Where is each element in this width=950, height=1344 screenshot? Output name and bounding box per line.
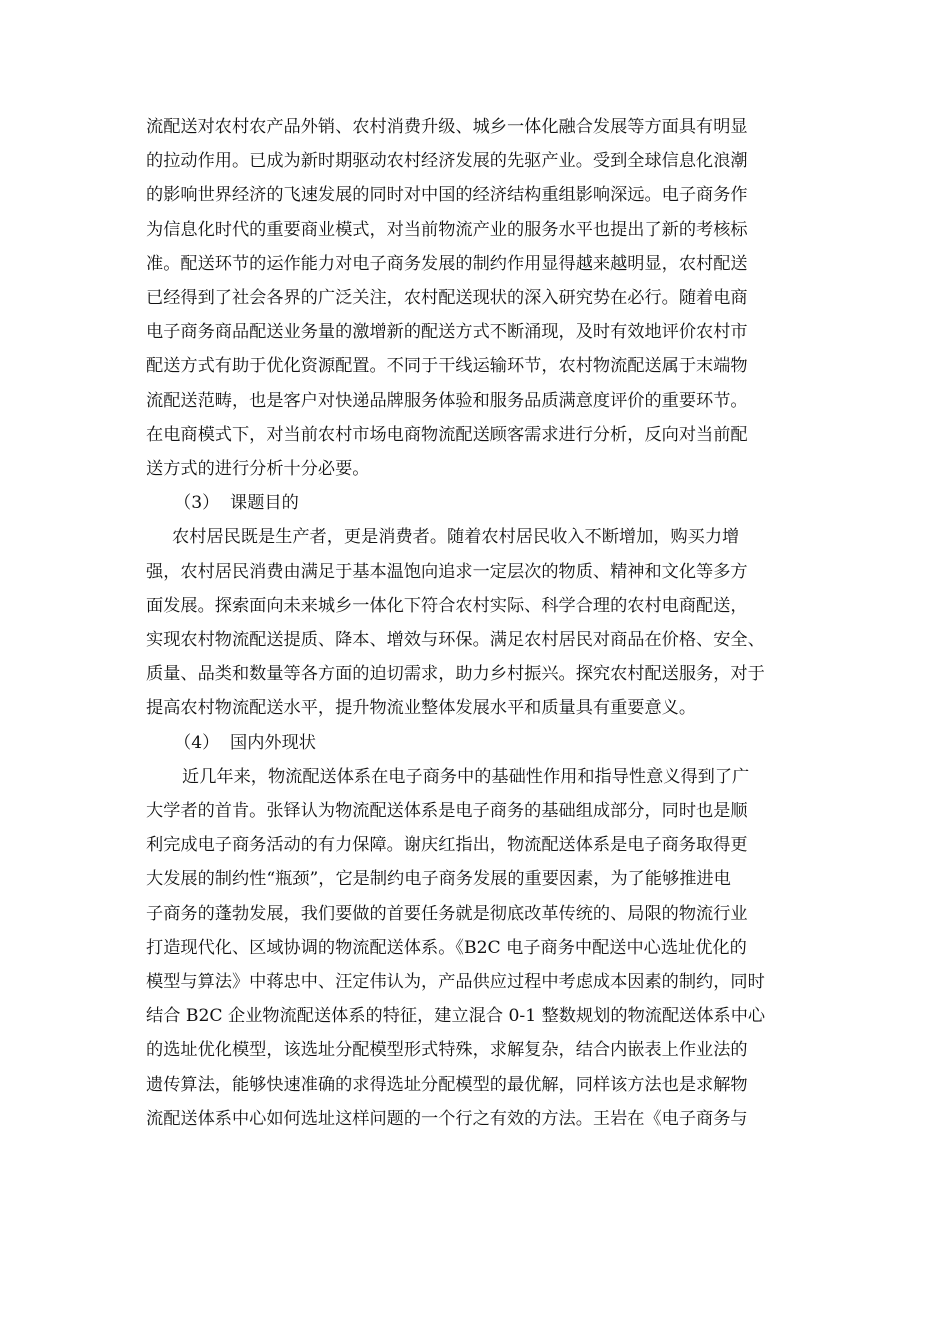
text-line: 提高农村物流配送水平，提升物流业整体发展水平和质量具有重要意义。 [146, 698, 697, 719]
text-line: 的选址优化模型，该选址分配模型形式特殊，求解复杂，结合内嵌表上作业法的 [146, 1040, 748, 1061]
text-line: 准。配送环节的运作能力对电子商务发展的制约作用显得越来越明显，农村配送 [146, 253, 748, 274]
text-line: 近几年来，物流配送体系在电子商务中的基础性作用和指导性意义得到了广 [182, 766, 750, 787]
text-line: 流配送范畴，也是客户对快递品牌服务体验和服务品质满意度评价的重要环节。 [146, 390, 748, 411]
text-line: 大发展的制约性“瓶颈”，它是制约电子商务发展的重要因素，为了能够推进电 [146, 869, 731, 890]
text-line: 打造现代化、区域协调的物流配送体系。《B2C 电子商务中配送中心选址优化的 [146, 937, 747, 958]
text-line: 流配送对农村农产品外销、农村消费升级、城乡一体化融合发展等方面具有明显 [146, 117, 748, 137]
text-line: 的影响世界经济的飞速发展的同时对中国的经济结构重组影响深远。电子商务作 [146, 185, 748, 206]
text-line: 质量、品类和数量等各方面的迫切需求，助力乡村振兴。探究农村配送服务，对于 [146, 664, 765, 685]
text-line: 已经得到了社会各界的广泛关注，农村配送现状的深入研究势在必行。随着电商 [146, 288, 748, 309]
section-heading-status [146, 726, 810, 760]
text-line: 利完成电子商务活动的有力保障。谢庆红指出，物流配送体系是电子商务取得更 [146, 835, 748, 856]
text-line: 在电商模式下，对当前农村市场电商物流配送顾客需求进行分析，反向对当前配 [146, 424, 748, 445]
text-line: 模型与算法》中蒋忠中、汪定伟认为，产品供应过程中考虑成本因素的制约，同时 [146, 972, 765, 993]
paragraph-domestic-foreign-status [146, 760, 810, 1136]
text-line: 电子商务商品配送业务量的激增新的配送方式不断涌现，及时有效地评价农村市 [146, 322, 748, 343]
section-number: （4） [174, 732, 220, 753]
text-line: 流配送体系中心如何选址这样问题的一个行之有效的方法。王岩在《电子商务与 [146, 1108, 748, 1129]
paragraph-research-purpose [146, 520, 810, 725]
text-line: 面发展。探索面向未来城乡一体化下符合农村实际、科学合理的农村电商配送， [146, 595, 748, 616]
section-heading-purpose [146, 486, 810, 520]
text-line: 农村居民既是生产者，更是消费者。随着农村居民收入不断增加，购买力增 [172, 527, 740, 548]
section-number: （3） [174, 493, 220, 514]
document-body [146, 110, 810, 1136]
text-line: 子商务的蓬勃发展，我们要做的首要任务就是彻底改革传统的、局限的物流行业 [146, 903, 748, 924]
section-title: 国内外现状 [230, 732, 316, 753]
text-line: 送方式的进行分析十分必要。 [146, 459, 370, 480]
text-line: 结合 B2C 企业物流配送体系的特征，建立混合 0-1 整数规划的物流配送体系中心 [146, 1006, 766, 1027]
paragraph-rural-delivery-background [146, 110, 810, 486]
text-line: 的拉动作用。已成为新时期驱动农村经济发展的先驱产业。受到全球信息化浪潮 [146, 151, 748, 172]
text-line: 强，农村居民消费由满足于基本温饱向追求一定层次的物质、精神和文化等多方 [146, 561, 748, 582]
text-line: 配送方式有助于优化资源配置。不同于干线运输环节，农村物流配送属于末端物 [146, 356, 748, 377]
text-line: 实现农村物流配送提质、降本、增效与环保。满足农村居民对商品在价格、安全、 [146, 630, 765, 651]
text-line: 大学者的首肯。张铎认为物流配送体系是电子商务的基础组成部分，同时也是顺 [146, 801, 748, 822]
section-title: 课题目的 [230, 493, 299, 514]
text-line: 遗传算法，能够快速准确的求得选址分配模型的最优解，同样该方法也是求解物 [146, 1074, 748, 1095]
text-line: 为信息化时代的重要商业模式，对当前物流产业的服务水平也提出了新的考核标 [146, 219, 748, 240]
